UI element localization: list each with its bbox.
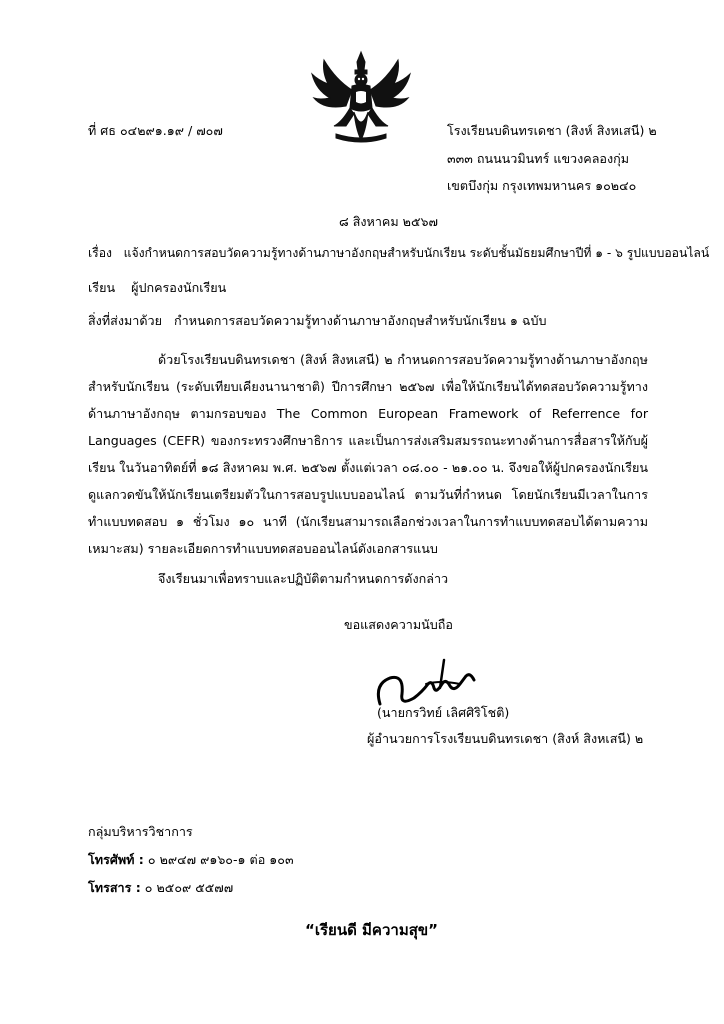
fax-line: [88, 880, 233, 896]
sender-address-line-2: ๓๓๓ ถนนนวมินทร์ แขวงคลองกุ่ม: [447, 151, 630, 166]
enclosure-text: กำหนดการสอบวัดความรู้ทางด้านภาษาอังกฤษสำหรับนักเรียน ๑ ฉบับ: [174, 313, 547, 328]
fax-number: ๐ ๒๕๐๙ ๕๕๗๗: [144, 880, 234, 895]
phone-number: ๐ ๒๙๔๗ ๙๑๖๐-๑ ต่อ ๑๐๓: [147, 852, 294, 867]
reference-number: ที่ ศธ ๐๔๒๙๑.๑๙ / ๗๐๗: [88, 123, 223, 138]
fax-label: โทรสาร :: [88, 880, 141, 895]
closing-salutation: ขอแสดงความนับถือ: [344, 617, 453, 632]
closing-request: จึงเรียนมาเพื่อทราบและปฏิบัติตามกำหนดการดังกล่าว: [158, 571, 449, 586]
garuda-emblem-icon: [306, 50, 416, 146]
letter-date: ๘ สิงหาคม ๒๕๖๗: [339, 214, 438, 229]
enclosure-line: [88, 313, 546, 329]
department: กลุ่มบริหารวิชาการ: [88, 824, 193, 839]
signature-icon: [370, 654, 490, 712]
phone-line: [88, 852, 294, 868]
signer-position: ผู้อำนวยการโรงเรียนบดินทรเดชา (สิงห์ สิงหเสนี) ๒: [367, 731, 644, 746]
sender-address-line-3: เขตบึงกุ่ม กรุงเทพมหานคร ๑๐๒๔๐: [447, 178, 637, 193]
recipient-label: เรียน: [88, 280, 116, 295]
subject-text: แจ้งกำหนดการสอบวัดความรู้ทางด้านภาษาอังกฤษสำหรับนักเรียน ระดับชั้นมัธยมศึกษาปีที่ ๑ - ๖ รูปแบบออนไลน์: [123, 246, 710, 260]
signer-name: (นายกรวิทย์ เลิศศิริโชติ): [377, 705, 510, 720]
phone-label: โทรศัพท์ :: [88, 852, 144, 867]
subject-label: เรื่อง: [88, 246, 112, 260]
recipient-text: ผู้ปกครองนักเรียน: [131, 280, 227, 295]
enclosure-label: สิ่งที่ส่งมาด้วย: [88, 313, 162, 328]
subject-line: [88, 245, 709, 261]
letter-body: ด้วยโรงเรียนบดินทรเดชา (สิงห์ สิงหเสนี) ๒ กำหนดการสอบวัดความรู้ทางด้านภาษาอังกฤษสำหรับนักเรียน (ระดับเทียบเคียงนานาชาติ) ปีการศึกษา ๒๕๖๗ เพื่อให้นักเรียนได้ทดสอบวัดความรู้ทางด้านภาษาอังกฤษ ตามกรอบของ The Common European Framework of Referrence for Languages (CEFR) ของกระทรวงศึกษาธิการ และเป็นการส่งเสริมสมรรถนะทางด้านการสื่อสารให้กับผู้เรียน ในวันอาทิตย์ที่ ๑๘ สิงหาคม พ.ศ. ๒๕๖๗ ตั้งแต่เวลา ๐๘.๐๐ - ๒๑.๐๐ น. จึงขอให้ผู้ปกครองนักเรียนดูแลกวดขันให้นักเรียนเตรียมตัวในการสอบรูปแบบออนไลน์ ตามวันที่กำหนด โดยนักเรียนมีเวลาในการทำแบบทดสอบ ๑ ชั่วโมง ๑๐ นาที (นักเรียนสามารถเลือกช่วงเวลาในการทำแบบทดสอบได้ตามความเหมาะสม) รายละเอียดการทำแบบทดสอบออนไลน์ดังเอกสารแนบ: [88, 352, 648, 556]
recipient-line: [88, 280, 226, 296]
school-motto: “เรียนดี มีความสุข”: [305, 921, 438, 939]
sender-address-line-1: โรงเรียนบดินทรเดชา (สิงห์ สิงหเสนี) ๒: [447, 123, 657, 138]
